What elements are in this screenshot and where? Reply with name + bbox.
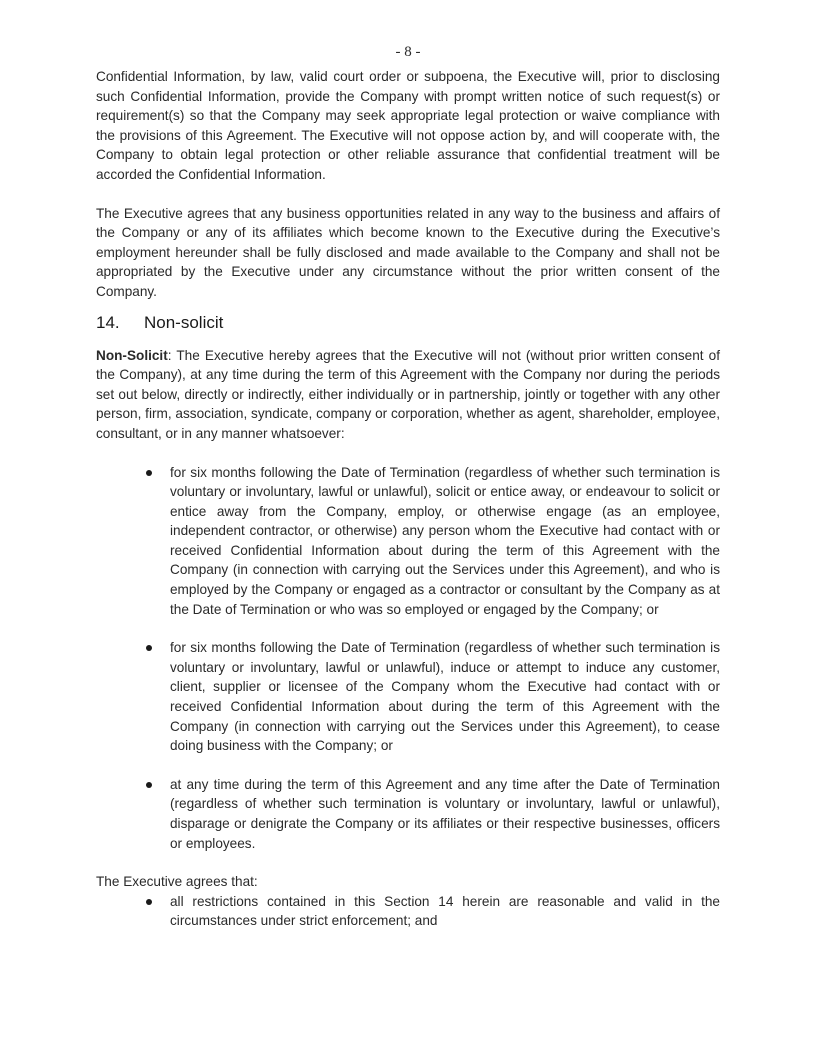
page-content [96,67,720,950]
section-title: Non-solicit [144,312,224,332]
page-number: - 8 - [395,44,421,60]
list-item [170,638,720,756]
paragraph-non-solicit [96,346,720,444]
bullet-icon [146,645,152,651]
non-solicit-label: Non-Solicit [96,347,168,363]
non-solicit-bullet-list [96,463,720,854]
bullet-icon [146,470,152,476]
list-item [170,892,720,931]
paragraph-business-opportunities: The Executive agrees that any business opportunities related in any way to the business and affairs of the Company or any of its affiliates which become known to the Executive during the Executive’s employment hereunder shall be fully disclosed and made available to the Company and shall not be appropriated by the Executive under any circumstance without the prior written consent of the Company. [96,205,720,299]
bullet-icon [146,782,152,788]
section-number: 14. [96,312,120,332]
bullet-icon [146,899,152,905]
bullet-text: for six months following the Date of Termination (regardless of whether such termination is voluntary or involuntary, lawful or unlawful), induce or attempt to induce any customer, client, supplier or licensee of the Company whom the Executive had contact with or received Confidential Information about during the term of this Agreement with the Company (in connection with carrying out the Services under this Agreement), to cease doing business with the Company; or [170,640,720,754]
section-heading [96,312,720,334]
paragraph-confidential-continuation: Confidential Information, by law, valid court order or subpoena, the Executive will, prior to disclosing such Confidential Information, provide the Company with prompt written notice of such request(s) or requirement(s) so that the Company may seek appropriate legal protection or waive compliance with the provisions of this Agreement. The Executive will not oppose action by, and will cooperate with, the Company to obtain legal protection or other reliable assurance that confidential treatment will be accorded the Confidential Information. [96,69,720,182]
list-item [170,463,720,620]
bullet-text: at any time during the term of this Agreement and any time after the Date of Termination (regardless of whether such termination is voluntary or involuntary, lawful or unlawful), disparage or denigrate the Company or its affiliates or their respective businesses, officers or employees. [170,776,720,851]
bullet-text: all restrictions contained in this Section 14 herein are reasonable and valid in the circumstances under strict enforcement; and [170,893,720,929]
paragraph-agrees-intro: The Executive agrees that: [96,874,258,890]
bullet-text: for six months following the Date of Termination (regardless of whether such termination is voluntary or involuntary, lawful or unlawful), solicit or entice away, or endeavour to solicit or entice away from the Company, employ, or otherwise engage (as an employee, independent contractor, or otherwise) any person whom the Executive had contact with or received Confidential Information about during the term of this Agreement with the Company (in connection with carrying out the Services under this Agreement), and who is employed by the Company or engaged as a contractor or consultant by the Company as at the Date of Termination or who was so employed or engaged by the Company; or [170,464,720,617]
list-item [170,775,720,853]
agrees-bullet-list [96,892,720,931]
non-solicit-text: : The Executive hereby agrees that the Executive will not (without prior written consent of the Company), at any time during the term of this Agreement with the Company nor during the periods set out below, directly or indirectly, either individually or in partnership, jointly or together with any other person, firm, association, syndicate, company or corporation, whether as agent, shareholder, employee, consultant, or in any manner whatsoever: [96,347,720,441]
